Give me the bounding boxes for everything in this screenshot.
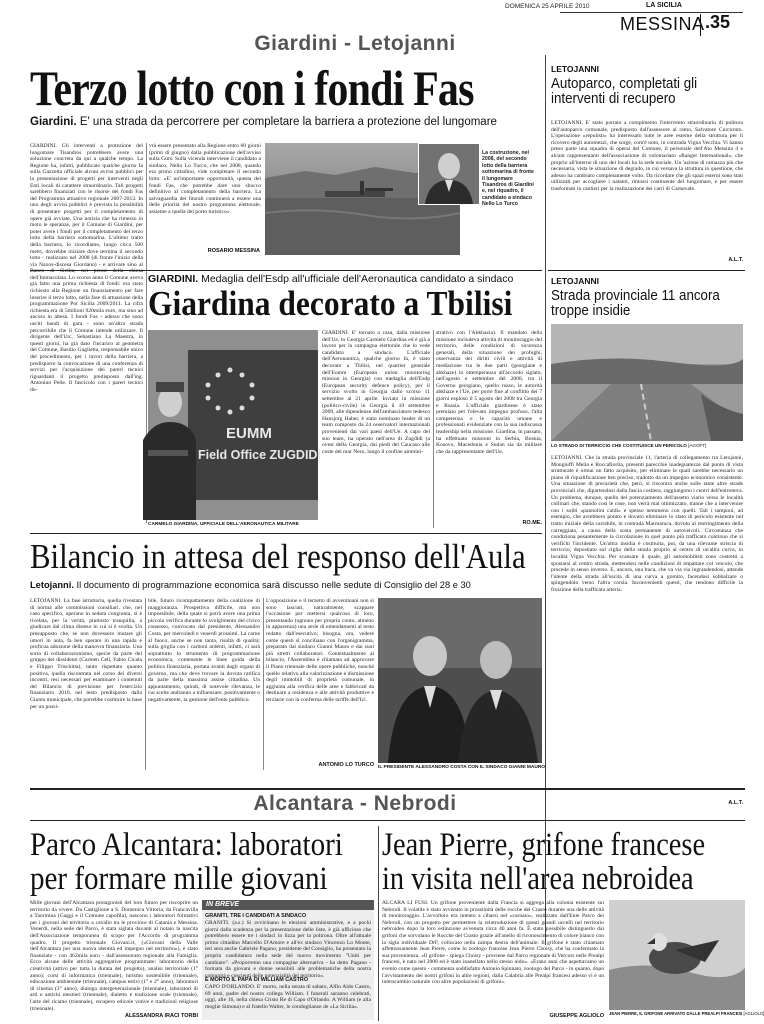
tbilisi-signature: RO.ME. xyxy=(522,520,542,526)
lead-subhead xyxy=(30,116,550,129)
in-breve-label: IN BREVE xyxy=(202,900,374,910)
in-breve-item1-body: GRANITI. (a.s.) Si avvicinano le elezioni amministrative, e a pochi giorni dalla scadenza per la presentazione delle liste, è già ufficioso che potrebbero essere tre i sindaci in lizza per la poltrona. Oltre all'attuale primo cittadino Marcello D'Amore e all'ex sindaco Vincenzo Lo Monte, ieri sera anche Gabriele Pagano, presidente del Consiglio, ha presentato la propria candidatura nella sede del nuovo movimento "Uniti per cambiare". «Proporremo una compagine alternativa - ha detto Pagano - formata da giovani e donne sensibili alle problematiche della nostra comunità e coscienti delle potenzialità del territorio». xyxy=(205,920,371,979)
giardina-photo xyxy=(148,330,321,520)
grifone-signature: GIUSEPPE AGLIOLO xyxy=(549,1013,604,1019)
bilancio-subhead xyxy=(30,580,550,590)
grifone-caption-text: JEAN PIERRE, IL GRIFONE ARRIVATO DALLE PREALPI FRANCESI xyxy=(609,1011,743,1016)
page-number: .35 xyxy=(705,12,731,32)
bilancio-subhead-text: Il documento di programmazione economica sarà discusso nelle sedute di Consiglio del 28 e 30 xyxy=(76,580,471,590)
bilancio-caption: IL PRESIDENTE ALESSANDRO COSTA CON IL SINDACO GIANNI MAURO xyxy=(378,765,546,770)
in-breve-item1-title: GRANITI, TRE I CANDIDATI A SINDACO xyxy=(205,913,307,919)
provinciale-headline: Strada provinciale 11 ancora troppe insidie xyxy=(551,288,720,319)
provinciale-kicker: LETOJANNI xyxy=(551,276,600,286)
in-breve-item2-title: È MORTO IL PAPÀ DI WILLIAM CASTRO xyxy=(205,977,309,983)
lead-body-col1: GIARDINI. Gli interventi a protezione del lungomare Tisandros potrebbero avere una soluzione concreta da qui a qualche tempo. La Regione ha, infatti, pubblicato qualche giorno fa sulla Gazzetta ufficiale alcuni avvisi pubblici per la presentazione di progetti per interventi negli Enti locali di carattere straordinario. Tali progetti sarebbero finanziati con le risorse dei fondi Fas del Programma attuativo regionale 2007-2013. In uno degli avvisi pubblici è prevista la possibilità di presentare progetti per il completamento di opere già avviate. Una notizia che ha rimesso in moto le speranze, per il Comune di Giardini, per poter avere i fondi per il completamento del terzo lotto della barriera sottomarina. L'ultimo tratto della barriera, lo ricordiamo, lungo circa 500 metri, dovrebbe iniziare dove termina il secondo lotto - realizzato nel 2008 (di fronte l'inizio della via Naxos-discesa Giordano) - e arrivare sino al Banco di Sicilia, nei pressi della chiesa dell'Immacolata. Lo scorso anno il Comune aveva già fatto una prima richiesta di fondi: era stato richiesto alla Regione un finanziamento per fare inserire il terzo lotto, nella fase di attuazione della programmazione Por Sicilia 2009/2011. La cifra richiesta era di 5milioni 920mila euro, ma sino ad ancora in attesa. I fondi Fas - adesso che sono usciti bandi di gara - sono un'altra strada percorribile che il Comune intende utilizzare. Il dirigente dell'Utc, Sebastiano La Maestra, in questi giorni, ha già dato l'incarico al geometra del Comune, Basilio Guglietta, responsabile unico del procedimento, per i lavori della barriera, a predisporre la convocazione di una conferenza di servizi per l'acquisizione dei pareri tecnici riguardanti il progetto predisposto dall'ing. Antonino Pelle. Il fascicolo con i pareri tecnici do- xyxy=(30,143,143,393)
bilancio-signature: ANTONIO LO TURCO xyxy=(318,762,374,768)
alcantara-signature: ALESSANDRA IRACI TORBI xyxy=(124,1013,198,1019)
right1-signature: A.L.T. xyxy=(728,257,743,263)
grifone-caption xyxy=(609,1011,764,1016)
tbilisi-kicker: GIARDINI. xyxy=(148,273,199,285)
masthead-paper: LA SICILIA xyxy=(646,2,682,9)
grifone-body: ALCARA LI FUSI. Un grifone proveniente dalla Francia si aggrega alla colonia esistente sui Nebrodi. Il volatile è stato avvistato in prossimità delle rocche del Crasto durante una delle attività di monitoraggio. L'avvoltoio era intento a cibarsi nel «carnaio», realizzato dall'Ente Parco dei Nebrodi, con un progetto per permettere la reintroduzione di questi grandi uccelli nel territorio nebroideo dopo la loro estinzione avvenuta circa 40 anni fa. È stato possibile distinguerlo dai grifoni che sorvolano le Rocche del Crasto grazie all'anello di riconoscimento di colore bianco con la sigla individuale DrF, collocato nella zampa destra dell'animale. Il grifone è stato chiamato affettuosamente Jean Pierre, come lo zoologo francese Jean Pierre Choisy, che ha confermato la sua provenienza. «Il grifone - spiega Choisy - proviene dal Parco regionale di Vercors nelle Prealpi francesi, è nato nel 2008 ed è stato inanellato nello stesso nido». «Erano anni che aspettavamo un evento come questo - commenta soddisfatto Antonio Spinnato, zoologo del Parco - in quanto, dopo l'avvistamento dei nostri grifoni in altre regioni, dalla Calabria alle Prealpi francesi adesso vi è un interscambio naturale con altre popolazioni di grifoni». xyxy=(382,900,604,986)
provinciale-caption-credit: [AGOFT] xyxy=(688,443,707,448)
bilancio-headline: Bilancio in attesa del responso dell'Aula xyxy=(30,537,526,576)
provinciale-body: LETOJANNI. Che la strada provinciale 11, l'arteria di collegamento tra Letojanni, Mongiuffi Melia e Roccafiorita, presenti parecchie inadeguatezze dal punto di vista strutturale è ormai un fatto acquisito, per eliminare le quali sarebbe necessario un piano di riqualificazione ben preciso, tradotto da un impegno economico consistente. Una situazione di precarietà che, però, si riscontra anche sulle tante altre strade provinciali che, dipartendosi dalla fascia costiera, raggiungono i centri dell'entroterra. Un problema, dunque, quello del potenziamento dell'assetto viario verso le località collinari che, stando così le cose, non verrà mai ottimizzato, tranne che a intervenire con i soliti «pannolini caldi» e spesso nemmeno con quelli. Tali i tamponi, ad esempio, che avrebbero potuto e dovuto eliminare lo stato di pericolo esistente nel tratto iniziale della carrabile, in contrada Marmaruca, dovuto al restringimento della carreggiata, a causa della sosta permanente di autoveicoli. Circostanza che condiziona pesantemente la circolazione in quel punto più trafficato continuo che si verifichi l'incidente. Un'altra insidia è costituita, poi, da una rilevante striscia di terriccio, depositato sul ciglio della strada proprio al centro di un'altra curva, in località Vigna Vecchia. Per scansare il quale, gli automobilisti sono costretti a spostarsi al centro strada, mettendosi nelle condizioni di impattare col veicolo, che procede in senso inverso. E, ancora, una buca, che va via via ingrandendosi, attende l'utente della strada all'uscita di una curva a gomito, facendosi sobbalzare o spingendolo verso l'altra corsia. Inconvenienti questi, che rendono difficile la fruizione della trafficata arteria. xyxy=(551,455,743,593)
lead-signature: ROSARIO MESSINA xyxy=(207,248,260,254)
masthead-date: DOMENICA 25 APRILE 2010 xyxy=(505,3,590,10)
photo-sign-zugdidi: Field Office ZUGDIDI xyxy=(198,448,321,462)
grifone-photo xyxy=(609,900,745,1010)
right1-body: LETOJANNI. E' stato portato a compimento l'intervento straordinario di pulitura dell'autoparco comunale, predisposto dall'assessore al ramo, Salvatore Curcuruto. L'operazione «repulisti» ha interessato tutte le aree esterne della struttura per il ricovero degli automezzi, che sorge, com'è noto, in contrada Vigna Vecchia. Vi hanno preso parte una squadra di operai del Comune, il personale dell'Ato Messina 4 e alcuni rappresentanti dell'associazione di volontariato «Ranger International», che proprio all'interno di uno dei locali ha la sede sociale. Un 'azione di ramazza più che necessaria, vista le situazione di degrado, in cui versava la struttura in questione, che adesso ha cambiato completamente volto. Da ricordare che gli spazi esterni sono stati utilizzati per accogliere i natanti, rimossi costituente del lungomare, e per essere trasformati in cantieri per la realizzazione dei carri di Carnevale. xyxy=(551,120,743,192)
grifone-caption-credit: [AGLIOLO] xyxy=(743,1011,764,1016)
lo-turco-portrait xyxy=(418,143,480,205)
section-band-bottom: Alcantara - Nebrodi xyxy=(253,792,457,815)
costa-mauro-photo xyxy=(378,598,542,763)
grifone-headline: Jean Pierre, grifone francese in visita nell'area nebroidea xyxy=(382,827,706,897)
tbilisi-caption: CARMELO GIARDINA, UFFICIALE DELL'AERONAUTICA MILITARE xyxy=(148,522,299,527)
alcantara-headline: Parco Alcantara: laboratori per formare mille giovani xyxy=(30,827,343,897)
photo-sign-eumm: EUMM xyxy=(226,425,272,442)
road-photo xyxy=(551,324,743,441)
lead-subhead-text: E' una strada da percorrere per completare la barriera a protezione del lungomare xyxy=(79,116,497,128)
section-band-top: Giardini - Letojanni xyxy=(254,32,456,55)
tbilisi-strap-text: Medaglia dell'Esdp all'ufficiale dell'Aeronautica candidato a sindaco xyxy=(201,273,514,285)
bilancio-kicker: Letojanni. xyxy=(30,580,74,590)
masthead-city: MESSINA xyxy=(620,14,705,34)
provinciale-caption xyxy=(551,443,746,448)
in-breve-item2-body: CAPO D'ORLANDO. E' morto, nella serata di sabato, Alfio Aldo Castro, 69 anni, padre del nostro collega William. I funerali saranno celebrati, oggi, alle 16, nella chiesa Cristo Re di Capo d'Orlando. A William (e alla moglie Simona) e al fratello Walter, le condoglianze de «La Sicilia». xyxy=(205,984,371,1010)
right1-headline: Autoparco, completati gli interventi di recupero xyxy=(551,76,698,107)
provinciale-signature: A.L.T. xyxy=(728,800,743,806)
alcantara-body: Mille giovani dell'Alcantara protagonisti del loro futuro per riscoprire un territorio da vivere. Da Castiglione a S. Domenica Vittoria, da Francavilla a Taormina (Gaggi e il Comune capofila), nascono i laboratori formativi per i giovani del territorio a cavallo tra le province di Catania e Messina. Venerdì, nella sede del Parco, è stata siglata davanti al notaio la nascita dell'Associazione temporanea di scopo per l'Accordo di programma quadro. Il progetto triennale Giovani.it, («Giovani della Valle dell'Alcantara per una nuova identità ed impegno nel territorio»), è stato finanziato - con 462mila euro - dall'assessorato regionale alla Famiglia. Ecco alcune delle attività aggregative programmate: laboratorio della creatività (attivo per tutta la durata del progetto), analisi territoriale (1° anno); corsi di informatica (triennale), turismo sostenibile (triennale), educazione ambientale (triennale), campus estivi (1° e 2° anno), laboratori di cinema (3° anno), dialogo intergenerazionale (triennale), laboratori di arti e antichi mestieri (triennale), dialetto e tradizione orale (triennale), l'arte del ricamo (triennale), recupero edicole votive e tradizioni religiose (triennale). xyxy=(30,900,198,1012)
provinciale-caption-text: LO STRADO DI TERRICCIO CHE COSTITUISCE UN PERICOLO xyxy=(551,443,687,448)
lead-headline: Terzo lotto con i fondi Fas xyxy=(30,60,474,116)
tbilisi-body-col1: GIARDINI. E' tornato a casa, dalla missione dell'Ue, in Georgia Carmelo Giardina ed è già a lavoro per la campagna elettorale che lo vede candidato a sindaco. L'ufficiale dell'Aeronautica, qualche giorno fa, è stato decorato a Tbilisi, nel quartier generale dell'Eumm (European union monitoring mission in Georgia) con medaglia dell'Esdp (European security defence policy), per il servizio svolto in Georgia dallo scorso 11 settembre al 21 aprile. Inviato in missione (politico-civile) in Georgia il 10 settembre 2009, alle dipendenze dell'ambasciatore tedesco Hansjorg Haber, è stato nominato leader di un team composto da 24 osservatori internazionali provenienti dai vari paesi dell'Ue. A capo del suo team, ha operato nell'area di Zugdidi (a ovest della Georgia, dai piedi del Caucaso alle coste del mar Nero, lungo il confine ammini- xyxy=(322,330,430,455)
lead-body-col2: vrà essere presentato alla Regione entro 60 giorni (primi di giugno) dalla pubblicazione dell'avviso sulla Gurs. Sulla vicenda interviene il candidato a sindaco, Nello Lo Turco, che nel 2008, quando era primo cittadino, vide completare il secondo lotto: «E' un'importante opportunità, questa dei fondi Fas, che potrebbe dare uno sbocco definitivo al completamento della barriera. La salvaguardia dei litorali continuerà a essere una delle priorità del nostro programma elettorale, assieme a quella del porto turistico». xyxy=(149,143,261,215)
lead-caption: La costruzione, nel 2008, del secondo lotto della barriera sottomarina di fronte il lungomare Tisandros di Giardini e, nel riquadro, il candidato a sindaco Nello Lo Turco xyxy=(482,150,534,208)
tbilisi-body-col2: strativo con l'Abkhazia). Il mandato della missione includeva attività di monitoraggio del territorio, delle condizioni di sicurezza generali, della situazione dei profughi, osservanza dei diritti civili e attività di mediazione tra le due parti (georgiane e abkhaze) in ottemperanza all'accordo siglato, nell'agosto e settembre del 2008, tra il Governo georgiano, quello russo, le autorità abkhaze e l'Ue, per porre fine al conflitto dei 7 giorni esploso il 5 agosto del 2008 tra Georgia e Russia. L'ufficiale giardinese è stato premiato per l'elevato impegno profuso, l'alta competenza e le capacità umane e professionali evidenziate con la sua indiscussa leadership nella missione. Giardina, in passato, ha effettuato missioni in Serbia, Bosnia, Kosovo, Macedonia e Sudan sia da militare che da rappresentante dell'Ue. xyxy=(436,330,542,455)
bilancio-body-col2: bile, futuro ricompattamento della coalizione di maggioranza. Prospettiva difficile, ma non impossibile, della quale si potrà avere una prima piccola verifica durante lo svolgimento del civico consesso, convocato dal presidente, Alessandro Costa, per mercoledì e venerdì prossimi. La carne al fuoco, anche se non tanta, risulta di qualità; sulla griglia con i carboni ardenti, infatti, ci sarà soprattutto lo strumento di programmazione economica, contenente le linee guida della politica finanziaria, portata avanti dagli organi di governo, ma che deve trovare la dovuta ratifica da parte della massima assise cittadina. Un appuntamento, quindi, di notevole rilevanza, le cui scelte andranno a influenzare, positivamente o negativamente, la gestione dell'ente pubblico. xyxy=(148,598,260,703)
lead-kicker: Giardini. xyxy=(30,116,77,128)
bilancio-body-col1: LETOJANNI. La fase istruttoria, quella rivestata di norma alle commissioni consiliari, che, nel caso specifico, operano in seduta congiunta, si è rivelata, per la verità, piuttosto tranquilla, a giudicare dal clima disteso in cui si è svolta. Un presupposto che, se non dovessero mutare gli umori in aula, fa ben sperare in una rapida e proficua adozione della manovra finanziaria. Una sorta di collaborazionismo, specie da parte del gruppo dei dissidenti (Carmen Cell, Fabio Cicala e Filippo Trischitta), tanto rispettato quanto positiva, quella riscontrata nel corso dei diversi incontri, resi necessari per esaminare i contenuti del Bilancio di previsione per l'esercizio finanziario 2010, nel testo predisposto dalla Giunta municipale, che potrebbe costituire la base per un possi- xyxy=(30,598,142,710)
right1-kicker: LETOJANNI xyxy=(551,64,600,74)
tbilisi-headline: Giardina decorato a Tbilisi xyxy=(148,284,513,323)
bilancio-body-col3: L'opposizione e il terzetto di avventinani non si sono lasciati, naturalmente, scappare l'occasione per mettersi qualcosa di loro, presentando (ognuno per proprio conto, almeno in apparenza) una serie di emendamenti al testo redatto dall'esecutivo; bisogna, ora, vedere come questi si conciliano con l'organigramma, preparato dal sindaco Gianni Mauro e dai suoi più stretti collaboratori. Contestualmente al bilancio, l'Assemblea è chiamata ad approvare il Piano triennale delle opere pubbliche, nonché quello relativo alla valorizzazione e dismissione degli immobili di proprietà comunale, in aggiunta alla verifica delle aree e fabbricati da destinare a residenza e alle attività produttive e terziarie con la conferma delle tariffe dell'Ici. xyxy=(266,598,374,703)
